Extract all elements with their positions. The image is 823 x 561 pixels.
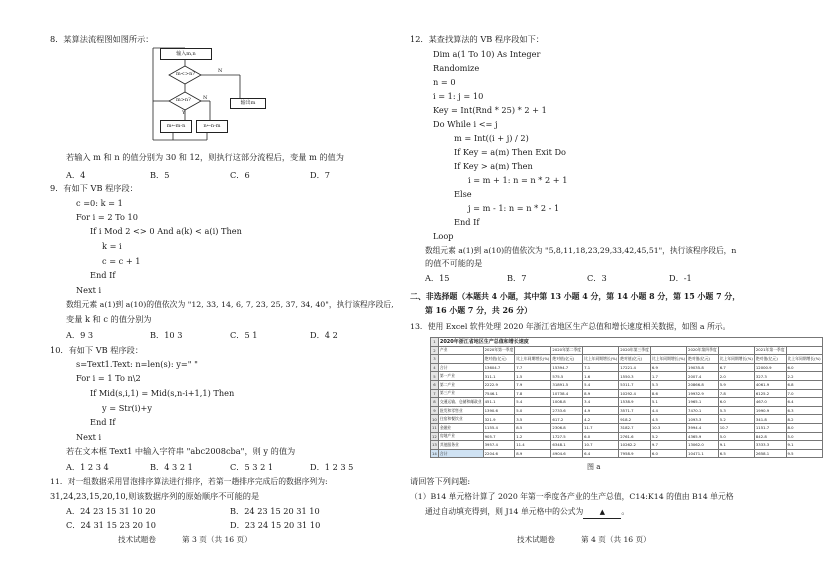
excel-spreadsheet bbox=[430, 337, 823, 458]
footer-title: 技术试题卷 bbox=[118, 535, 156, 544]
q12-option-a: A．15 bbox=[425, 273, 450, 283]
sheet-cell[interactable]: 20866.8 bbox=[687, 380, 719, 389]
q13-sub1-line2 bbox=[425, 506, 629, 519]
sheet-cell[interactable]: 842.8 bbox=[754, 432, 786, 441]
q12-code-line: m = Int((i + j) / 2) bbox=[454, 133, 529, 143]
q12-code-line: Loop bbox=[433, 231, 454, 241]
sheet-row-header[interactable]: 14 bbox=[432, 451, 437, 457]
sheet-cell[interactable]: 5311.7 bbox=[619, 380, 651, 389]
sheet-cell[interactable]: 2658.1 bbox=[754, 449, 786, 458]
sheet-cell[interactable]: 7.8 bbox=[718, 389, 754, 398]
sheet-title-cell[interactable]: 2020年浙江省地区生产总值和增长速度 bbox=[438, 338, 822, 347]
sheet-cell[interactable]: 5.0 bbox=[786, 432, 822, 441]
sheet-cell[interactable]: 房地产业 bbox=[438, 432, 483, 441]
sheet-cell[interactable]: 9.7 bbox=[650, 441, 686, 450]
sheet-cell[interactable]: 13062.0 bbox=[687, 441, 719, 450]
q10-text: 若在文本框 Text1 中输入字符串 "abc2008cba"，则 y 的值为 bbox=[66, 446, 296, 456]
sheet-cell[interactable]: 6.0 bbox=[786, 363, 822, 372]
sheet-cell[interactable]: 1.6 bbox=[583, 372, 619, 381]
q9-code-line: If i Mod 2 <> 0 And a(k) < a(i) Then bbox=[90, 226, 242, 236]
sheet-cell[interactable]: 5.4 bbox=[515, 398, 551, 407]
sheet-row-header[interactable]: 7 bbox=[431, 389, 439, 398]
sheet-cell[interactable]: 327.3 bbox=[754, 372, 786, 381]
sheet-cell[interactable]: 918.2 bbox=[619, 415, 651, 424]
sheet-cell[interactable]: 12000.9 bbox=[754, 363, 786, 372]
sheet-cell[interactable]: 第二产业 bbox=[438, 380, 483, 389]
q12-code-line: Else bbox=[454, 189, 472, 199]
sheet-cell[interactable]: 8.5 bbox=[515, 423, 551, 432]
sheet-row bbox=[431, 363, 823, 372]
sheet-cell[interactable]: 绝对值(亿元) bbox=[754, 355, 786, 364]
sheet-cell[interactable]: 17221.4 bbox=[619, 363, 651, 372]
q12-text-1: 数组元素 a(1)到 a(10)的值依次为 "5,8,11,18,23,29,33,42,45,51"，执行该程序段后，n bbox=[425, 246, 737, 255]
q12-stem: 12．某查找算法的 VB 程序段如下： bbox=[410, 34, 544, 44]
sheet-row-header[interactable]: 3 bbox=[431, 355, 439, 364]
sheet-cell[interactable]: 6125.2 bbox=[754, 389, 786, 398]
sheet-cell[interactable]: 7470.1 bbox=[687, 406, 719, 415]
sheet-row-header[interactable]: 13 bbox=[432, 442, 437, 448]
sheet-cell[interactable]: 4904.6 bbox=[551, 449, 583, 458]
q10-code-line: End If bbox=[90, 417, 116, 427]
q12-code-line: i = 1: j = 10 bbox=[433, 91, 484, 101]
sheet-cell[interactable]: 其他服务业 bbox=[438, 441, 483, 450]
q9-code-line: k = i bbox=[102, 241, 122, 251]
sheet-cell[interactable]: 6.7 bbox=[718, 363, 754, 372]
sheet-cell[interactable] bbox=[438, 355, 483, 364]
flow-box-left: m←m-n bbox=[160, 120, 192, 133]
sheet-cell[interactable]: 比上年同期增长(%) bbox=[786, 355, 822, 364]
sheet-cell[interactable]: 6.8 bbox=[786, 380, 822, 389]
sheet-row-header[interactable]: 11 bbox=[432, 425, 437, 431]
sheet-cell[interactable]: 4.5 bbox=[650, 415, 686, 424]
sheet-cell[interactable]: 4061.9 bbox=[754, 380, 786, 389]
sheet-cell[interactable]: 1550.3 bbox=[619, 372, 651, 381]
flow-yes-label: Y bbox=[182, 110, 186, 116]
q9-option-c: C．5 1 bbox=[230, 330, 258, 340]
sheet-cell[interactable]: 6.4 bbox=[583, 449, 619, 458]
sheet-cell[interactable]: 10738.4 bbox=[551, 389, 583, 398]
q12-code-line: i = m + 1: n = n * 2 + 1 bbox=[468, 175, 568, 185]
sheet-cell[interactable]: 产业 bbox=[438, 346, 483, 355]
sheet-cell[interactable]: 1390.6 bbox=[483, 406, 515, 415]
flow-input-box: 输入m,n bbox=[160, 48, 212, 60]
sheet-cell[interactable]: 3182.7 bbox=[619, 423, 651, 432]
sheet-cell[interactable]: 1990.9 bbox=[754, 406, 786, 415]
sheet-cell[interactable]: 4.2 bbox=[583, 415, 619, 424]
flow-no-label-2: N bbox=[203, 95, 208, 101]
sheet-cell[interactable]: 5.3 bbox=[718, 406, 754, 415]
q10-code-line: y = Str(i)+y bbox=[102, 403, 152, 413]
sheet-cell[interactable]: 5.2 bbox=[650, 432, 686, 441]
sheet-row-header[interactable]: 5 bbox=[431, 372, 439, 381]
sheet-cell[interactable]: 1093.3 bbox=[687, 415, 719, 424]
q11-option-b: B．24 23 15 20 31 10 bbox=[230, 506, 320, 516]
sheet-cell[interactable] bbox=[650, 346, 686, 355]
sheet-cell[interactable]: 2020年第二季度 bbox=[551, 346, 583, 355]
sheet-cell[interactable]: 绝对值(亿元) bbox=[551, 355, 583, 364]
sheet-cell[interactable]: 321.9 bbox=[483, 415, 515, 424]
q12-code-line: End If bbox=[454, 217, 480, 227]
sheet-row bbox=[431, 398, 823, 407]
sheet-cell[interactable]: 7.7 bbox=[515, 363, 551, 372]
sheet-row-header[interactable]: 10 bbox=[432, 416, 437, 422]
q11-option-d: D．23 24 15 20 31 10 bbox=[230, 520, 321, 530]
q10-code-line: For i = 1 To n\2 bbox=[76, 373, 141, 383]
footer-page-number: 第 3 页（共 16 页） bbox=[182, 535, 252, 544]
sheet-cell[interactable]: 10.7 bbox=[583, 441, 619, 450]
sheet-cell[interactable]: 1008.8 bbox=[551, 398, 583, 407]
sheet-cell[interactable]: 7.1 bbox=[583, 363, 619, 372]
sheet-cell[interactable]: 2021年第一季度 bbox=[754, 346, 786, 355]
sheet-cell[interactable]: 2.0 bbox=[718, 372, 754, 381]
sheet-cell[interactable]: 10471.1 bbox=[687, 449, 719, 458]
sheet-cell[interactable]: 8.9 bbox=[583, 389, 619, 398]
q13-sub1-text: 通过自动填充得到，则 J14 单元格中的公式为 bbox=[425, 507, 584, 516]
sheet-cell[interactable]: 1151.7 bbox=[754, 423, 786, 432]
q9-code-line: c =0: k = 1 bbox=[76, 198, 123, 208]
sheet-cell[interactable]: 467.0 bbox=[754, 398, 786, 407]
q9-text-1: 数组元素 a(1)到 a(10)的值依次为 "12, 33, 14, 6, 7, 23, 25, 37, 34, 40"，执行该程序段后, bbox=[66, 300, 394, 309]
q8-option-d: D．7 bbox=[310, 170, 330, 180]
q11-stem: 11．对一组数据采用冒泡排序算法进行排序，若第一趟排序完成后的数据序列为: bbox=[50, 477, 328, 486]
q12-code-line: Randomize bbox=[433, 63, 480, 73]
right-page bbox=[397, 0, 821, 561]
sheet-cell[interactable]: 比上年同期增长(%) bbox=[650, 355, 686, 364]
sheet-cell[interactable]: 8.2 bbox=[786, 415, 822, 424]
sheet-cell[interactable]: 10292.4 bbox=[619, 389, 651, 398]
sheet-row bbox=[431, 423, 823, 432]
flow-cond2-label: m>n? bbox=[176, 97, 191, 103]
sheet-cell[interactable] bbox=[786, 346, 822, 355]
q10-code-line: s=Text1.Text: n=len(s): y=" " bbox=[76, 359, 198, 369]
sheet-cell[interactable]: 7546.1 bbox=[483, 389, 515, 398]
q12-option-d: D．-1 bbox=[669, 273, 692, 283]
q8-text: 若输入 m 和 n 的值分别为 30 和 12，则执行这部分流程后，变量 m 的值为 bbox=[66, 152, 344, 162]
sheet-cell[interactable]: 1.5 bbox=[515, 372, 551, 381]
sheet-cell[interactable]: 4365.9 bbox=[687, 432, 719, 441]
sheet-cell[interactable]: 5.2 bbox=[718, 415, 754, 424]
sheet-cell[interactable] bbox=[718, 346, 754, 355]
sheet-cell[interactable]: 交通运输、仓储和邮政业 bbox=[438, 398, 483, 407]
q9-code-line: For i = 2 To 10 bbox=[76, 212, 138, 222]
flow-no-label-1: N bbox=[218, 68, 223, 74]
sheet-row bbox=[431, 346, 823, 355]
sheet-cell[interactable]: 19035.8 bbox=[687, 363, 719, 372]
q9-code-line: End If bbox=[90, 270, 116, 280]
sheet-cell[interactable]: 5.4 bbox=[583, 380, 619, 389]
sheet-row bbox=[431, 415, 823, 424]
sheet-cell[interactable]: 10262.2 bbox=[619, 441, 651, 450]
sheet-cell[interactable]: 31891.5 bbox=[551, 380, 583, 389]
sheet-cell[interactable]: 5.1 bbox=[650, 398, 686, 407]
sheet-row-header[interactable]: 4 bbox=[431, 363, 439, 372]
q9-option-a: A．9 3 bbox=[66, 330, 94, 340]
q8-option-c: C．6 bbox=[230, 170, 250, 180]
sheet-cell[interactable]: 19932.9 bbox=[687, 389, 719, 398]
sheet-cell[interactable]: 1538.9 bbox=[619, 398, 651, 407]
q12-code-line: If Key = a(m) Then Exit Do bbox=[454, 147, 566, 157]
sheet-cell[interactable]: 3.4 bbox=[583, 398, 619, 407]
sheet-cell[interactable]: 2733.6 bbox=[551, 406, 583, 415]
sheet-cell[interactable]: 3333.3 bbox=[754, 441, 786, 450]
sheet-row bbox=[431, 372, 823, 381]
sheet-cell[interactable]: 6.0 bbox=[650, 449, 686, 458]
sheet-row bbox=[431, 380, 823, 389]
q9-option-d: D．4 2 bbox=[310, 330, 338, 340]
sheet-cell[interactable]: 3.5 bbox=[515, 415, 551, 424]
sheet-cell[interactable]: 905.7 bbox=[483, 432, 515, 441]
sheet-cell[interactable]: 6.4 bbox=[786, 398, 822, 407]
sheet-row bbox=[431, 389, 823, 398]
q12-code-line: j = m - 1: n = n * 2 - 1 bbox=[468, 203, 560, 213]
sheet-cell[interactable]: 1965.1 bbox=[687, 398, 719, 407]
footer-title: 技术试题卷 bbox=[517, 535, 555, 544]
sheet-cell[interactable]: 2.2 bbox=[786, 372, 822, 381]
flow-cond1-label: m<>n? bbox=[176, 71, 196, 77]
q10-option-b: B．4 3 2 1 bbox=[150, 462, 193, 472]
sheet-row bbox=[431, 449, 823, 458]
sheet-cell[interactable]: 1727.5 bbox=[551, 432, 583, 441]
sheet-cell[interactable]: 7958.9 bbox=[619, 449, 651, 458]
sheet-cell[interactable]: 451.1 bbox=[483, 398, 515, 407]
sheet-cell[interactable]: 6.9 bbox=[650, 363, 686, 372]
sheet-cell[interactable]: 6.0 bbox=[718, 398, 754, 407]
sheet-cell[interactable]: 4.4 bbox=[650, 406, 686, 415]
sheet-cell[interactable]: 10.3 bbox=[650, 423, 686, 432]
sheet-cell[interactable]: 7.9 bbox=[515, 380, 551, 389]
sheet-cell[interactable]: 6.5 bbox=[718, 449, 754, 458]
sheet-cell[interactable]: 批发和零售业 bbox=[438, 406, 483, 415]
q9-code-line: c = c + 1 bbox=[102, 256, 141, 266]
sheet-cell[interactable]: 311.1 bbox=[483, 372, 515, 381]
q11-option-c: C．24 31 15 23 20 10 bbox=[66, 520, 156, 530]
sheet-cell[interactable]: 2007.4 bbox=[687, 372, 719, 381]
figure-caption: 图 a bbox=[587, 463, 601, 471]
sheet-row bbox=[431, 432, 823, 441]
sheet-cell[interactable]: 575.5 bbox=[551, 372, 583, 381]
q8-option-b: B．5 bbox=[150, 170, 170, 180]
q12-text-2: 的值不可能的是 bbox=[425, 258, 483, 268]
sheet-cell[interactable]: 4.9 bbox=[583, 406, 619, 415]
sheet-cell[interactable]: 617.2 bbox=[551, 415, 583, 424]
q11-text: 31,24,23,15,20,10,则该数据序列的原始顺序不可能的是 bbox=[50, 491, 260, 501]
sheet-cell[interactable]: 2020年第四季度 bbox=[687, 346, 719, 355]
sheet-row-header[interactable]: 6 bbox=[431, 380, 439, 389]
sheet-cell[interactable]: 2020年第一季度 bbox=[483, 346, 515, 355]
sheet-cell[interactable]: 第一产业 bbox=[438, 372, 483, 381]
sheet-cell[interactable]: 住宿和餐饮业 bbox=[438, 415, 483, 424]
sheet-cell[interactable]: 6.0 bbox=[583, 432, 619, 441]
sheet-cell[interactable]: 2306.8 bbox=[551, 423, 583, 432]
sheet-row bbox=[431, 355, 823, 364]
sheet-cell[interactable]: 比上年同期增长(%) bbox=[515, 355, 551, 364]
sheet-cell[interactable]: 金融业 bbox=[438, 423, 483, 432]
sheet-cell[interactable] bbox=[515, 346, 551, 355]
q12-code-line: n = 0 bbox=[433, 77, 456, 87]
sheet-cell[interactable]: 7.0 bbox=[786, 389, 822, 398]
sheet-cell[interactable]: 341.8 bbox=[754, 415, 786, 424]
sheet-cell[interactable]: 10.7 bbox=[718, 423, 754, 432]
sheet-cell[interactable]: 8.9 bbox=[515, 449, 551, 458]
sheet-row bbox=[431, 406, 823, 415]
sheet-cell[interactable]: 11.4 bbox=[515, 441, 551, 450]
sheet-cell[interactable]: 绝对值(亿元) bbox=[483, 355, 515, 364]
sheet-cell[interactable]: 合计 bbox=[438, 449, 483, 458]
sheet-cell[interactable]: 8.0 bbox=[786, 423, 822, 432]
left-page bbox=[0, 0, 397, 561]
sheet-cell[interactable]: 5.9 bbox=[718, 380, 754, 389]
q13-sub1: （1）B14 单元格计算了 2020 年第一季度各产业的生产总值，C14:K14 的值由 B14 单元格 bbox=[410, 492, 734, 501]
sheet-cell[interactable]: 5.0 bbox=[718, 432, 754, 441]
q10-stem: 10．有如下 VB 程序段： bbox=[50, 345, 144, 355]
sheet-cell[interactable]: 9.5 bbox=[786, 449, 822, 458]
sheet-cell[interactable]: 13604.7 bbox=[483, 363, 515, 372]
sheet-cell[interactable]: 5.3 bbox=[650, 380, 686, 389]
sheet-cell[interactable]: 比上年同期增长(%) bbox=[583, 355, 619, 364]
q13-lead: 请回答下列问题: bbox=[410, 476, 471, 486]
sheet-cell[interactable]: 比上年同期增长(%) bbox=[718, 355, 754, 364]
sheet-cell[interactable]: 2204.6 bbox=[483, 449, 515, 458]
q9-code-line: Next i bbox=[76, 285, 102, 295]
sheet-cell[interactable]: 6348.1 bbox=[551, 441, 583, 450]
q12-code-line: Dim a(1 To 10) As Integer bbox=[433, 49, 541, 59]
q11-option-a: A．24 23 15 31 10 20 bbox=[66, 506, 156, 516]
q10-option-c: C．5 3 2 1 bbox=[230, 462, 274, 472]
sheet-cell[interactable]: 11.7 bbox=[583, 423, 619, 432]
q12-code-line: If Key > a(m) Then bbox=[454, 161, 533, 171]
sheet-row bbox=[431, 441, 823, 450]
q10-code-line: Next i bbox=[76, 432, 102, 442]
q12-code-line: Key = Int(Rnd * 25) * 2 + 1 bbox=[433, 105, 547, 115]
section-2-heading: 二、非选择题（本题共 4 小题，其中第 13 小题 4 分，第 14 小题 8 分，第 15 小题 7 分， bbox=[410, 292, 741, 301]
sheet-row-header[interactable]: 2 bbox=[431, 346, 439, 355]
q13-stem: 13．使用 Excel 软件处理 2020 年浙江省地区生产总值和增长速度相关数据，如图 a 所示。 bbox=[410, 322, 731, 331]
q12-code-line: Do While i <= j bbox=[433, 119, 498, 129]
q12-option-c: C．3 bbox=[587, 273, 607, 283]
sheet-cell[interactable]: 1155.4 bbox=[483, 423, 515, 432]
sheet-cell[interactable]: 3571.7 bbox=[619, 406, 651, 415]
sheet-cell[interactable]: 9.1 bbox=[718, 441, 754, 450]
sheet-row-header[interactable]: 9 bbox=[431, 406, 439, 415]
answer-blank[interactable]: ▲ bbox=[583, 507, 621, 519]
sheet-cell[interactable]: 15394.7 bbox=[551, 363, 583, 372]
sheet-cell[interactable]: 1.7 bbox=[650, 372, 686, 381]
q12-option-b: B．7 bbox=[507, 273, 527, 283]
sheet-cell[interactable]: 合计 bbox=[438, 363, 483, 372]
sheet-cell[interactable]: 2020年第三季度 bbox=[619, 346, 651, 355]
q13-sub1-end: 。 bbox=[621, 507, 630, 516]
sheet-cell[interactable]: 2222.9 bbox=[483, 380, 515, 389]
q8-stem: 8．某算法流程图如图所示： bbox=[50, 34, 154, 44]
sheet-cell[interactable]: 第三产业 bbox=[438, 389, 483, 398]
sheet-cell[interactable]: 3994.4 bbox=[687, 423, 719, 432]
flow-output-box: 输出m bbox=[230, 98, 266, 109]
q10-option-a: A．1 2 3 4 bbox=[66, 462, 109, 472]
sheet-cell[interactable]: 1.2 bbox=[515, 432, 551, 441]
sheet-cell[interactable] bbox=[583, 346, 619, 355]
sheet-cell[interactable]: 8.6 bbox=[650, 389, 686, 398]
q9-option-b: B．10 3 bbox=[150, 330, 183, 340]
footer-page-number: 第 4 页（共 16 页） bbox=[581, 535, 651, 544]
sheet-cell[interactable]: 绝对值(亿元) bbox=[687, 355, 719, 364]
sheet-cell[interactable]: 7.8 bbox=[515, 389, 551, 398]
sheet-row-header[interactable]: 8 bbox=[431, 398, 439, 407]
q10-option-d: D．1 2 3 5 bbox=[310, 462, 354, 472]
sheet-cell[interactable]: 2761.6 bbox=[619, 432, 651, 441]
sheet-cell[interactable]: 绝对值(亿元) bbox=[619, 355, 651, 364]
sheet-cell[interactable]: 3957.4 bbox=[483, 441, 515, 450]
section-2-heading-2: 第 16 小题 7 分，共 26 分） bbox=[425, 306, 533, 315]
sheet-row-header[interactable]: 12 bbox=[432, 433, 437, 439]
q9-stem: 9．有如下 VB 程序段： bbox=[50, 183, 138, 193]
q9-text-2: 变量 k 和 c 的值分别为 bbox=[66, 314, 152, 324]
sheet-title-row bbox=[431, 338, 823, 347]
sheet-cell[interactable]: 6.3 bbox=[786, 406, 822, 415]
sheet-cell[interactable]: 5.0 bbox=[515, 406, 551, 415]
q10-code-line: If Mid(s,i,1) = Mid(s,n-i+1,1) Then bbox=[90, 388, 235, 398]
sheet-cell[interactable]: 9.1 bbox=[786, 441, 822, 450]
flow-box-right: n←n-m bbox=[196, 120, 228, 133]
sheet-row-header[interactable]: 1 bbox=[431, 338, 439, 347]
q8-option-a: A．4 bbox=[66, 170, 86, 180]
